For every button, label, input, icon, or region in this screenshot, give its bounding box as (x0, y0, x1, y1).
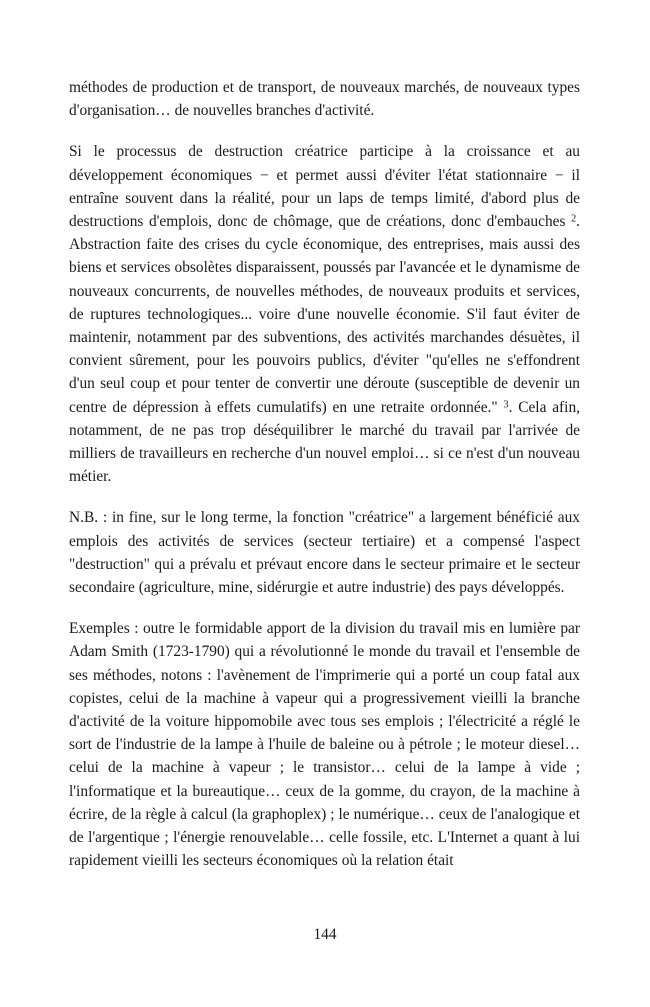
paragraph-3-nota-bene: N.B. : in fine, sur le long terme, la fonction "créatrice" a largement bénéficié aux emplois des activités de services (secteur tertiaire) et a compensé l'aspect "destruction" qui a prévalu et prévaut encore dans le secteur primaire et le secteur secondaire (agriculture, mine, sidérurgie et autre industrie) des pays développés. (69, 509, 580, 597)
paragraph-1: méthodes de production et de transport, de nouveaux marchés, de nouveaux types d'organisation… de nouvelles branches d'activité. (69, 79, 580, 120)
page-number: 144 (313, 926, 337, 943)
paragraph-4-exemples: Exemples : outre le formidable apport de la division du travail mis en lumière par Adam Smith (1723-1790) qui a révolutionné le monde du travail et l'ensemble de ses méthodes, notons : l'avènement de l'imprimerie qui a porté un coup fatal aux copistes, celui de la machine à vapeur qui a progressivement vieilli la branche d'activité de la voiture hippomobile avec tous ses emplois ; l'électricité a réglé le sort de l'industrie de la lampe à l'huile de baleine ou à pétrole ; le moteur diesel… celui de la machine à vapeur ; le transistor… celui de la lampe à vide ; l'informatique et la bureautique… ceux de la gomme, du crayon, de la machine à écrire, de la règle à calcul (la graphoplex) ; le numérique… ceux de l'analogique et de l'argentique ; l'énergie renouvelable… celle fossile, etc. L'Internet a quant à lui rapidement vieilli les secteurs économiques où la relation était (69, 620, 580, 870)
paragraph-2-segment-1: Si le processus de destruction créatrice participe à la croissance et au développement économiques − et permet aussi d'éviter l'état stationnaire − il entraîne souvent dans la réalité, pour un laps de temps limité, d'abord plus de destructions d'emplois, donc de chômage, que de créations, donc d'embauches (69, 143, 580, 231)
footnote-reference-3: 3 (503, 398, 509, 410)
paragraph-2-segment-3: . Cela afin, notamment, de ne pas trop déséquilibrer le marché du travail par l'arrivée de milliers de travailleurs en recherche d'un nouvel emploi… si ce n'est d'un nouveau métier. (69, 398, 580, 486)
paragraph-2-segment-2: . Abstraction faite des crises du cycle économique, des entreprises, mais aussi des biens et services obsolètes disparaissent, poussés par l'avancée et le dynamisme de nouveaux concurrents, de nouvelles méthodes, de nouveaux produits et services, de ruptures technologiques... voire d'une nouvelle économie. S'il faut éviter de maintenir, notamment par des subventions, des activités marchandes désuètes, il convient sûrement, pour les pouvoirs publics, d'éviter "qu'elles ne s'effondrent d'un seul coup et pour tenter de convertir une déroute (susceptible de devenir un centre de dépression à effets cumulatifs) en une retraite ordonnée." (69, 213, 580, 416)
footnote-reference-2: 2 (571, 213, 577, 225)
body-text-column (69, 76, 580, 873)
paragraph-2 (69, 140, 580, 488)
